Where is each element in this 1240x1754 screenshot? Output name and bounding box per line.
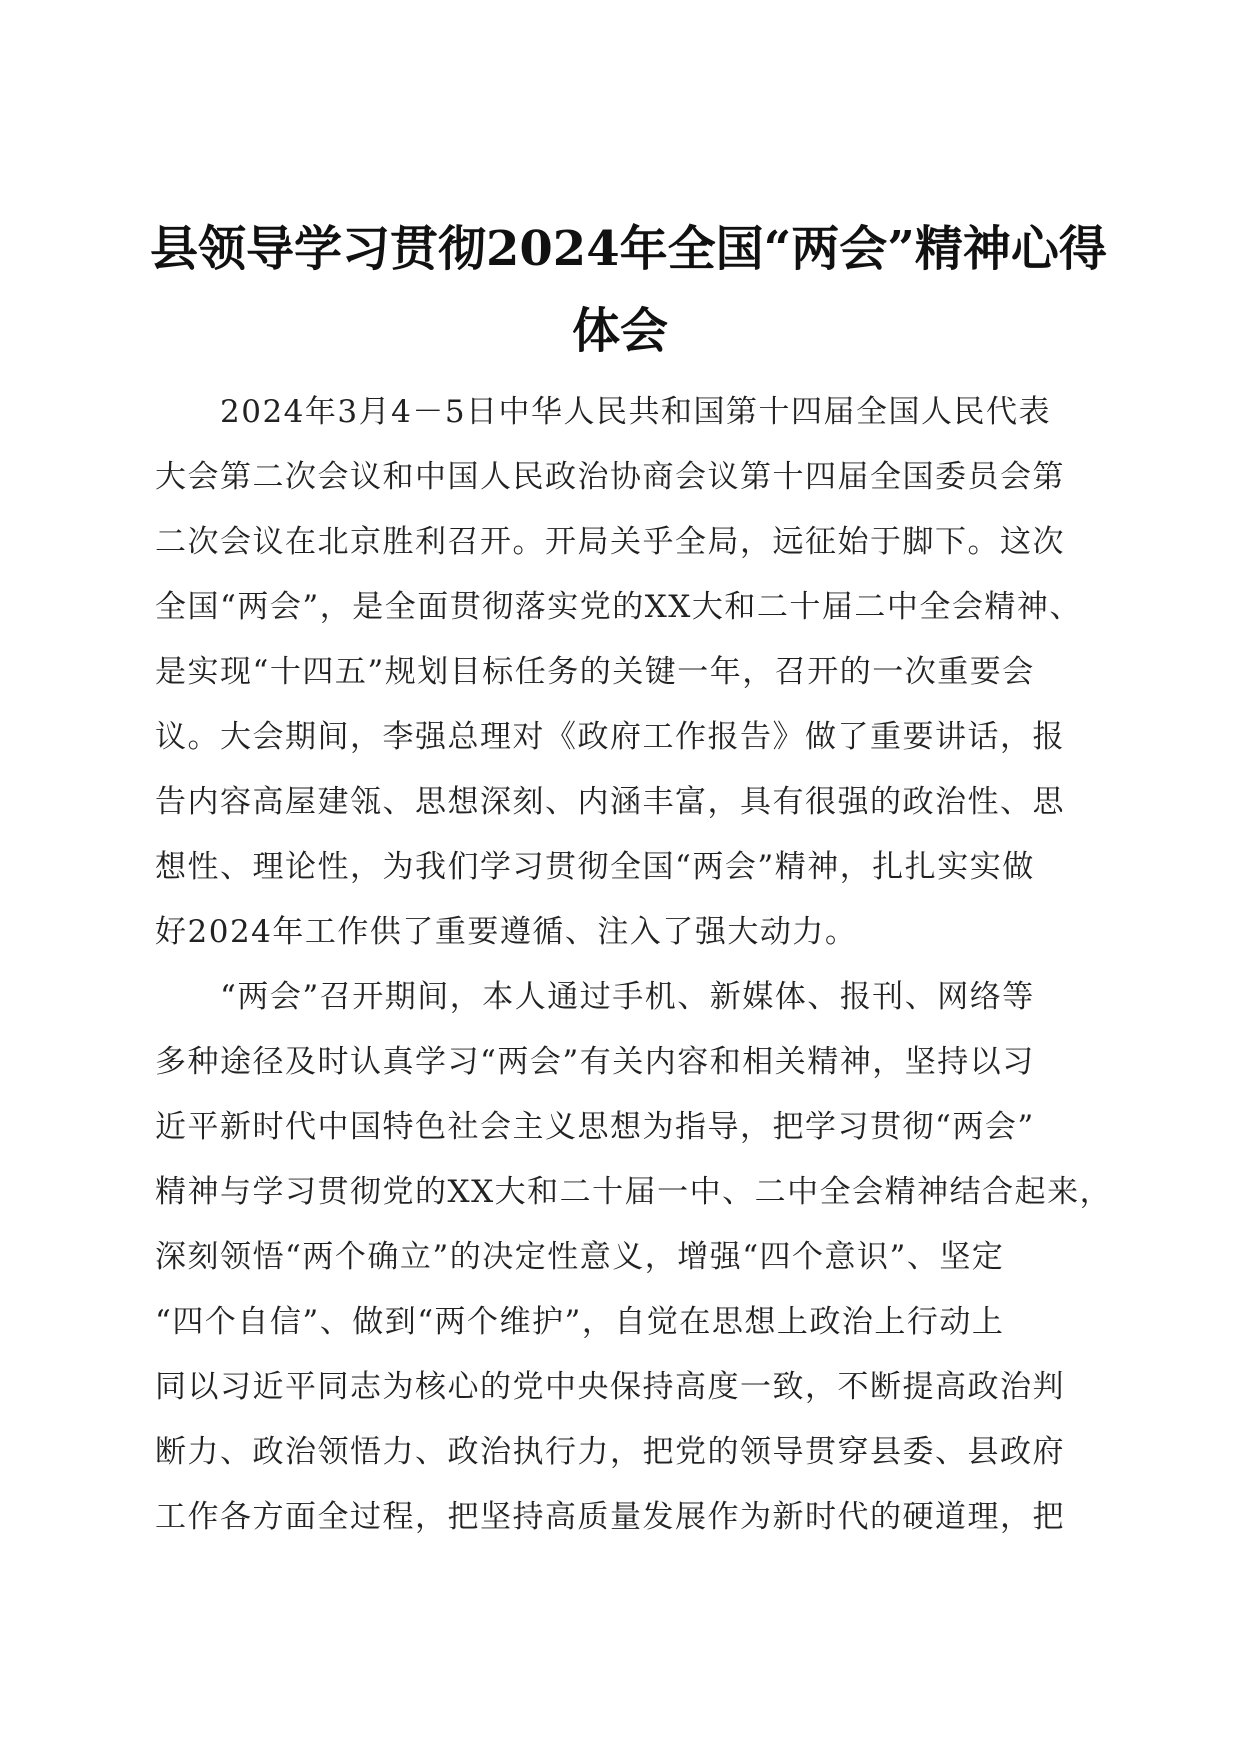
text-line: 告内容高屋建瓴、思想深刻、内涵丰富，具有很强的政治性、思 — [155, 784, 1065, 820]
paragraph-2 — [155, 965, 1113, 1550]
title-line-2: 体会 — [571, 303, 668, 359]
text-line: 是实现“十四五”规划目标任务的关键一年，召开的一次重要会 — [155, 654, 1035, 690]
text-line: 大会第二次会议和中国人民政治协商会议第十四届全国委员会第 — [155, 459, 1065, 495]
text-line: 近平新时代中国特色社会主义思想为指导，把学习贯彻“两会” — [155, 1109, 1035, 1145]
text-line: 2024年3月4－5日中华人民共和国第十四届全国人民代表 — [155, 394, 1052, 430]
text-line: 议。大会期间，李强总理对《政府工作报告》做了重要讲话，报 — [155, 719, 1065, 755]
text-line: 二次会议在北京胜利召开。开局关乎全局，远征始于脚下。这次 — [155, 524, 1065, 560]
text-line: 断力、政治领悟力、政治执行力，把党的领导贯穿县委、县政府 — [155, 1434, 1065, 1470]
text-line: “四个自信”、做到“两个维护”，自觉在思想上政治上行动上 — [155, 1304, 1005, 1340]
document-body — [155, 380, 1113, 1550]
text-line: “两会”召开期间，本人通过手机、新媒体、报刊、网络等 — [155, 979, 1035, 1015]
paragraph-1 — [155, 380, 1095, 965]
text-line: 精神与学习贯彻党的XX大和二十届一中、二中全会精神结合起来， — [155, 1174, 1113, 1210]
text-line: 工作各方面全过程，把坚持高质量发展作为新时代的硬道理，把 — [155, 1499, 1065, 1535]
text-line: 全国“两会”，是全面贯彻落实党的XX大和二十届二中全会精神、 — [155, 589, 1082, 625]
text-line: 深刻领悟“两个确立”的决定性意义，增强“四个意识”、坚定 — [155, 1239, 1005, 1275]
text-line: 多种途径及时认真学习“两会”有关内容和相关精神，坚持以习 — [155, 1044, 1035, 1080]
document-title — [150, 208, 1107, 372]
text-line: 同以习近平同志为核心的党中央保持高度一致，不断提高政治判 — [155, 1369, 1065, 1405]
text-line: 好2024年工作供了重要遵循、注入了强大动力。 — [155, 914, 858, 950]
title-line-1: 县领导学习贯彻2024年全国“两会”精神心得 — [150, 221, 1107, 277]
text-line: 想性、理论性，为我们学习贯彻全国“两会”精神，扎扎实实做 — [155, 849, 1035, 885]
